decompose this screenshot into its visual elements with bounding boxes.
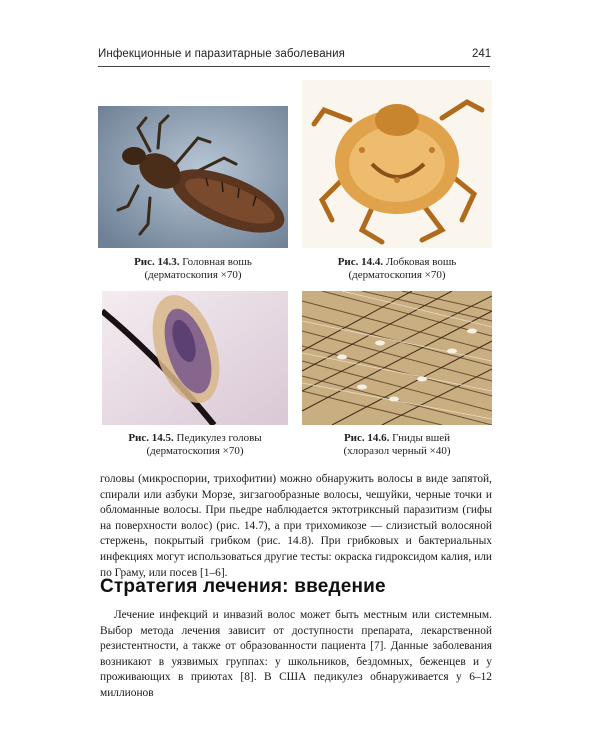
section-title: Стратегия лечения: введение [100, 576, 386, 597]
figure-label: Рис. 14.3. [134, 256, 180, 268]
figure-note: (хлоразол черный ×40) [343, 445, 451, 457]
figure-note: (дерматоскопия ×70) [348, 269, 446, 281]
page-number: 241 [472, 48, 492, 60]
figure-pubic-louse-image [302, 80, 492, 248]
figure-label: Рис. 14.6. [343, 432, 390, 444]
paragraph-text: Лечение инфекций и инвазий волос может быть местным или системным. Выбор метода лечения зависит от доступности препарата, лекарственной резистентности, а также от образованности пациента [7]. Данные заболевания возникают в уязвимых группах: у школьников, бездомных, беженцев и у проживающих в приютах [8]. В США педикулез обнаруживается у 6–12 миллионов [100, 609, 492, 699]
figure-caption-14-3 [93, 256, 293, 282]
figure-caption-14-5 [95, 432, 295, 458]
figure-note: (дерматоскопия ×70) [144, 269, 242, 281]
figure-caption-14-4 [297, 256, 497, 282]
figure-title: Педикулез головы [176, 432, 262, 444]
figure-title: Гниды вшей [392, 432, 451, 444]
body-paragraph-2 [100, 608, 492, 702]
header-rule [98, 66, 490, 67]
figure-note: (дерматоскопия ×70) [146, 445, 244, 457]
running-header-title: Инфекционные и паразитарные заболевания [98, 48, 345, 60]
figure-title: Головная вошь [182, 256, 252, 268]
figure-caption-14-6 [297, 432, 497, 458]
paragraph-text: головы (микроспории, трихофитии) можно обнаружить волосы в виде запятой, спирали или азбуки Морзе, зигзагообразные волосы, чешуйки, черные точки и обломанные волосы. При пьедре наблюдается эктотриксный паразитизм (гифы на поверхности волос) (рис. 14.7), а при трихомикозе — слизистый волосяной стержень, покрытый грибком (рис. 14.8). При грибковых и бактериальных инфекциях могут использоваться другие тесты: окраска гидроксидом калия, или по Граму, или посев [1–6]. [100, 473, 492, 579]
figure-label: Рис. 14.4. [337, 256, 384, 268]
figure-title: Лобковая вошь [385, 256, 457, 268]
figure-nit-on-hair-image [102, 291, 288, 425]
body-paragraph-1 [100, 472, 492, 581]
figure-nits-hair-image [302, 291, 492, 425]
figure-label: Рис. 14.5. [128, 432, 174, 444]
figure-head-louse-image [98, 106, 288, 248]
